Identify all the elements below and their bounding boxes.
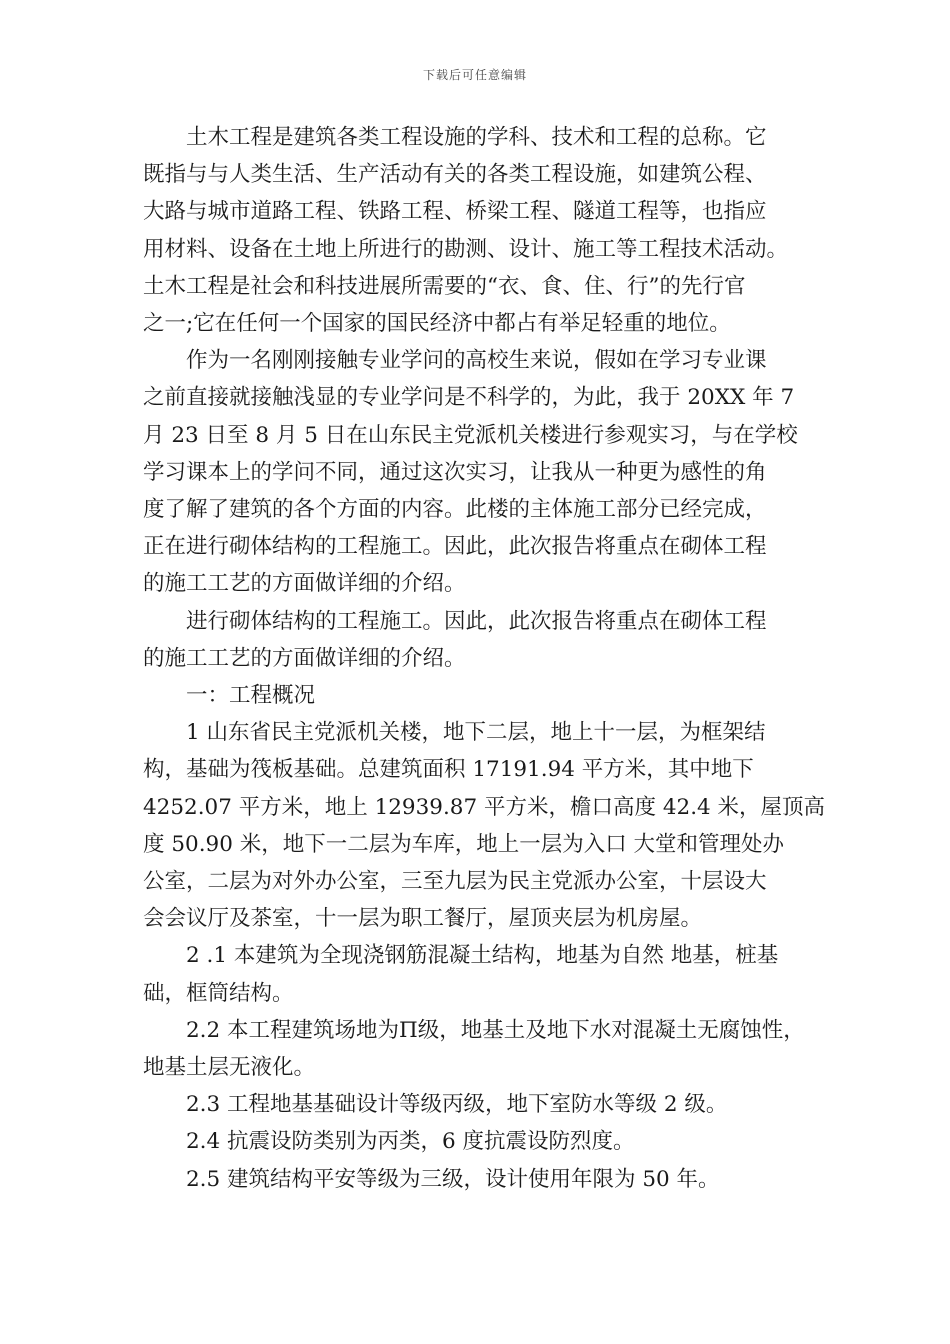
paragraph-overview-2-4 bbox=[143, 1123, 823, 1160]
paragraph-internship-intro bbox=[143, 342, 823, 602]
text-line: 既指与与人类生活、生产活动有关的各类工程设施，如建筑公程、 bbox=[143, 162, 767, 188]
text-line: 之一;它在任何一个国家的国民经济中都占有举足轻重的地位。 bbox=[143, 311, 731, 337]
text-line: 地基土层无液化。 bbox=[143, 1055, 316, 1081]
text-line: 度了解了建筑的各个方面的内容。此楼的主体施工部分已经完成， bbox=[143, 497, 767, 523]
text-line: 用材料、设备在土地上所进行的勘测、设计、施工等工程技术活动。 bbox=[143, 236, 789, 262]
text-line: 2.2 本工程建筑场地为Π级，地基土及地下水对混凝土无腐蚀性， bbox=[186, 1017, 805, 1043]
document-body bbox=[143, 119, 826, 1198]
text-line: 正在进行砌体结构的工程施工。因此，此次报告将重点在砌体工程 bbox=[143, 534, 767, 560]
text-line: 作为一名刚刚接触专业学问的高校生来说，假如在学习专业课 bbox=[186, 348, 767, 374]
text-line: 土木工程是建筑各类工程设施的学科、技术和工程的总称。它 bbox=[186, 125, 767, 150]
text-line: 4252.07 平方米，地上 12939.87 平方米，檐口高度 42.4 米，屋顶高 bbox=[143, 794, 826, 820]
text-line: 学习课本上的学问不同，通过这次实习，让我从一种更为感性的角 bbox=[143, 459, 767, 485]
text-line: 之前直接就接触浅显的专业学问是不科学的，为此，我于 20XX 年 7 bbox=[143, 385, 795, 411]
paragraph-repeated-sentence bbox=[143, 603, 823, 677]
text-line: 一：工程概况 bbox=[186, 683, 316, 709]
paragraph-overview-2-5 bbox=[143, 1161, 823, 1198]
text-line: 土木工程是社会和科技进展所需要的“衣、食、住、行”的先行官 bbox=[143, 273, 746, 299]
text-line: 进行砌体结构的工程施工。因此，此次报告将重点在砌体工程 bbox=[186, 608, 767, 634]
text-line: 构，基础为筏板基础。总建筑面积 17191.94 平方米，其中地下 bbox=[143, 757, 754, 783]
text-line: 础，框筒结构。 bbox=[143, 980, 294, 1006]
text-line: 月 23 日至 8 月 5 日在山东民主党派机关楼进行参观实习，与在学校 bbox=[143, 422, 798, 448]
text-line: 的施工工艺的方面做详细的介绍。 bbox=[143, 645, 466, 671]
paragraph-overview-2-3 bbox=[143, 1086, 823, 1123]
text-line: 2.5 建筑结构平安等级为三级，设计使用年限为 50 年。 bbox=[186, 1166, 720, 1192]
text-line: 2.3 工程地基基础设计等级丙级，地下室防水等级 2 级。 bbox=[186, 1092, 728, 1118]
paragraph-civil-engineering-intro bbox=[143, 119, 823, 342]
text-line: 大路与城市道路工程、铁路工程、桥梁工程、隧道工程等，也指应 bbox=[143, 199, 767, 225]
text-line: 1 山东省民主党派机关楼，地下二层，地上十一层，为框架结 bbox=[186, 720, 766, 746]
page-header: 下载后可任意编辑 bbox=[422, 68, 527, 82]
text-line: 2.4 抗震设防类别为丙类，6 度抗震设防烈度。 bbox=[186, 1129, 635, 1155]
paragraph-overview-2-2 bbox=[143, 1012, 823, 1086]
text-line: 会会议厅及茶室，十一层为职工餐厅，屋顶夹层为机房屋。 bbox=[143, 906, 703, 932]
paragraph-overview-2-1 bbox=[143, 937, 823, 1011]
text-line: 的施工工艺的方面做详细的介绍。 bbox=[143, 571, 466, 597]
text-line: 度 50.90 米，地下一二层为车库，地上一层为入口 大堂和管理处办 bbox=[143, 831, 785, 857]
text-line: 公室，二层为对外办公室，三至九层为民主党派办公室，十层设大 bbox=[143, 869, 767, 895]
text-line: 2 .1 本建筑为全现浇钢筋混凝土结构，地基为自然 地基，桩基 bbox=[186, 943, 779, 969]
section-heading-project-overview bbox=[143, 677, 823, 714]
paragraph-overview-1 bbox=[143, 714, 826, 937]
